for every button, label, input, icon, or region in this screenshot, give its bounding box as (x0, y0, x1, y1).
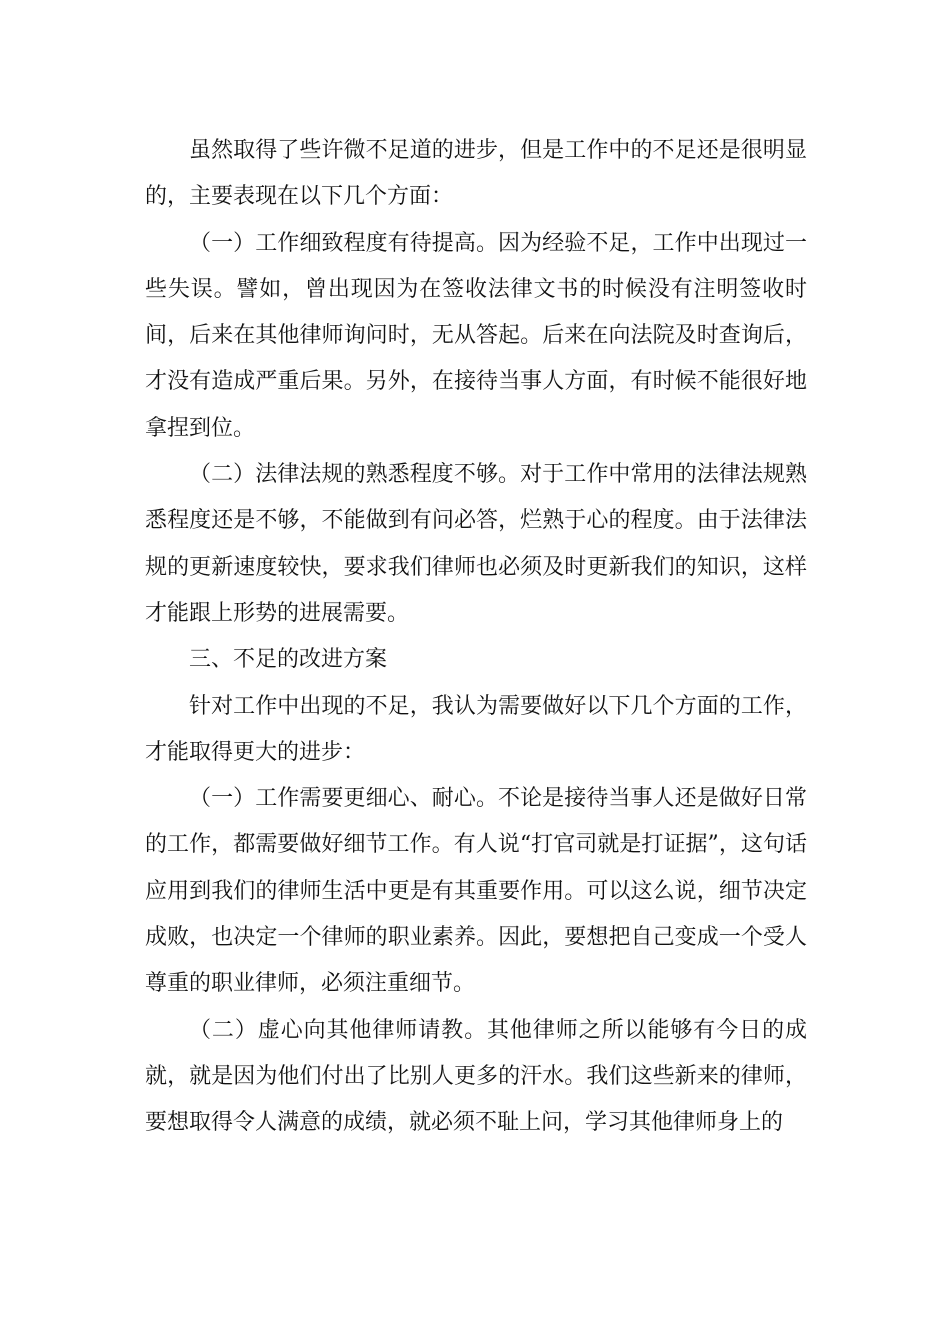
paragraph-improvement-2: （二）虚心向其他律师请教。其他律师之所以能够有今日的成就，就是因为他们付出了比别人更多的汗水。我们这些新来的律师，要想取得令人满意的成绩，就必须不耻上问，学习其他律师身上的 (145, 1017, 807, 1136)
paragraph-improvement-intro: 针对工作中出现的不足，我认为需要做好以下几个方面的工作，才能取得更大的进步： (145, 693, 807, 765)
document-body (145, 128, 807, 1147)
paragraph-improvement-1: （一）工作需要更细心、耐心。不论是接待当事人还是做好日常的工作，都需要做好细节工作。有人说“打官司就是打证据”，这句话应用到我们的律师生活中更是有其重要作用。可以这么说，细节决定成败，也决定一个律师的职业素养。因此，要想把自己变成一个受人尊重的职业律师，必须注重细节。 (145, 786, 807, 997)
paragraph-shortcoming-2: （二）法律法规的熟悉程度不够。对于工作中常用的法律法规熟悉程度还是不够，不能做到有问必答，烂熟于心的程度。由于法律法规的更新速度较快，要求我们律师也必须及时更新我们的知识，这样才能跟上形势的进展需要。 (145, 462, 807, 626)
paragraph-intro: 虽然取得了些许微不足道的进步，但是工作中的不足还是很明显的，主要表现在以下几个方面： (145, 138, 807, 210)
section-heading-improvement: 三、不足的改进方案 (189, 647, 388, 673)
paragraph-shortcoming-1: （一）工作细致程度有待提高。因为经验不足，工作中出现过一些失误。譬如，曾出现因为在签收法律文书的时候没有注明签收时间，后来在其他律师询问时，无从答起。后来在向法院及时查询后，才没有造成严重后果。另外，在接待当事人方面，有时候不能很好地拿捏到位。 (145, 230, 807, 441)
